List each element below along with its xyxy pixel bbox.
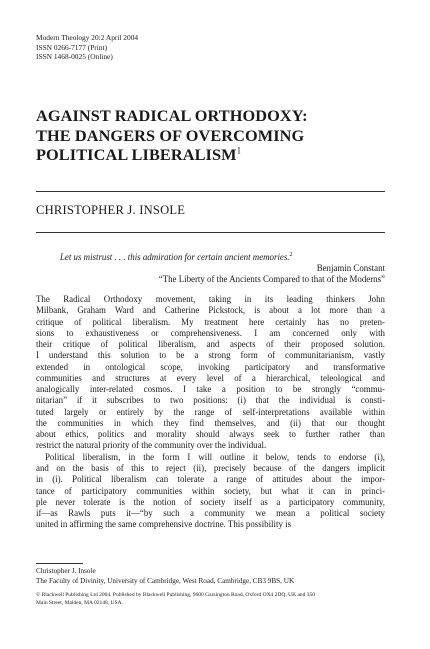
body-line: nitarian” if it subscribes to two positions: (i) that the individual is consti- — [36, 395, 385, 406]
divider-top — [36, 191, 385, 192]
epigraph — [60, 252, 385, 286]
article-title — [36, 106, 396, 165]
issn-online: ISSN 1468-0025 (Online) — [36, 52, 113, 62]
title-line: AGAINST RADICAL ORTHODOXY: — [36, 106, 308, 125]
epigraph-author: Benjamin Constant — [316, 263, 385, 274]
affiliation-address: The Faculty of Divinity, University of Cambridge, West Road, Cambridge, CB3 9BS, UK — [36, 576, 295, 585]
author-name: CHRISTOPHER J. INSOLE — [36, 203, 186, 217]
epigraph-source: “The Liberty of the Ancients Compared to that of the Moderns” — [158, 274, 385, 285]
footnote-rule — [36, 563, 83, 564]
body-line: analogically inter-related cosmos. I take a position to be strongly “commu- — [36, 384, 385, 395]
body-line: united in affirming the same comprehensive doctrine. This possibility is — [36, 519, 292, 530]
body-line: if—as Rawls puts it—“by such a community we mean a political society — [36, 508, 385, 519]
author-affiliation — [36, 567, 294, 586]
title-line: POLITICAL LIBERALISM$^1$ — [36, 145, 242, 165]
journal-issue: Modern Theology 20:2 April 2004 — [36, 33, 139, 42]
body-line: about ethics, politics and morality should always seek to further rather than — [36, 429, 385, 440]
divider-bottom — [36, 232, 385, 233]
affiliation-name: Christopher J. Insole — [36, 567, 96, 575]
title-footnote-marker[interactable]: 1 — [236, 145, 242, 156]
body-line: and on the basis of this to reject (ii), precisely because of the dangers implicit — [36, 462, 385, 473]
body-line: The Radical Orthodoxy movement, taking in its leading thinkers John — [36, 294, 385, 304]
body-line: the communities in which they find themselves, and (ii) that our thought — [36, 417, 385, 428]
copyright-line: © Blackwell Publishing Ltd 2004. Published by Blackwell Publishing, 9600 Garsington Road, Oxford OX4 2DQ, UK and 350 — [36, 592, 316, 598]
title-line: THE DANGERS OF OVERCOMING — [36, 125, 305, 145]
body-line: in (i). Political liberalism can tolerate a range of attitudes about the impor- — [36, 474, 385, 485]
journal-header — [36, 33, 138, 62]
copyright-notice — [36, 592, 385, 607]
body-text — [36, 294, 385, 531]
body-line: restrict the natural priority of the community over the individual. — [36, 440, 267, 451]
body-line: communities and structures at every level of a hierarchical, teleological and — [36, 372, 385, 383]
body-line: sions to exhaustiveness or comprehensiveness. I am concerned only with — [36, 327, 385, 338]
body-line: Milbank, Graham Ward and Catherine Pickstock, is about a lot more than a — [36, 305, 385, 316]
body-line: their critique of political liberalism, and aspects of their proposed solution. — [36, 339, 385, 350]
body-line: extended in ontological scope, invoking participatory and transformative — [36, 361, 385, 372]
body-line: critique of political liberalism. My treatment here certainly has no preten- — [36, 316, 385, 327]
body-line: I understand this solution to be a strong form of communitarianism, vastly — [36, 350, 385, 361]
body-line: ple never tolerate is the notion of society itself as a participatory community, — [36, 496, 385, 507]
epigraph-quote: Let us mistrust . . . this admiration for certain ancient memories.$^2$ — [60, 252, 293, 262]
epigraph-footnote-marker[interactable]: 2 — [289, 252, 293, 259]
body-line: tuted largely or entirely by the range of self-interpretations available within — [36, 406, 385, 417]
copyright-line: Main Street, Malden, MA 02148, USA. — [36, 599, 123, 606]
body-line: tance of participatory communities within society, but what it can in princi- — [36, 485, 385, 496]
issn-print: ISSN 0266-7177 (Print) — [36, 42, 108, 52]
body-line: Political liberalism, in the form I will outline it below, tends to endorse (i), — [45, 451, 385, 462]
